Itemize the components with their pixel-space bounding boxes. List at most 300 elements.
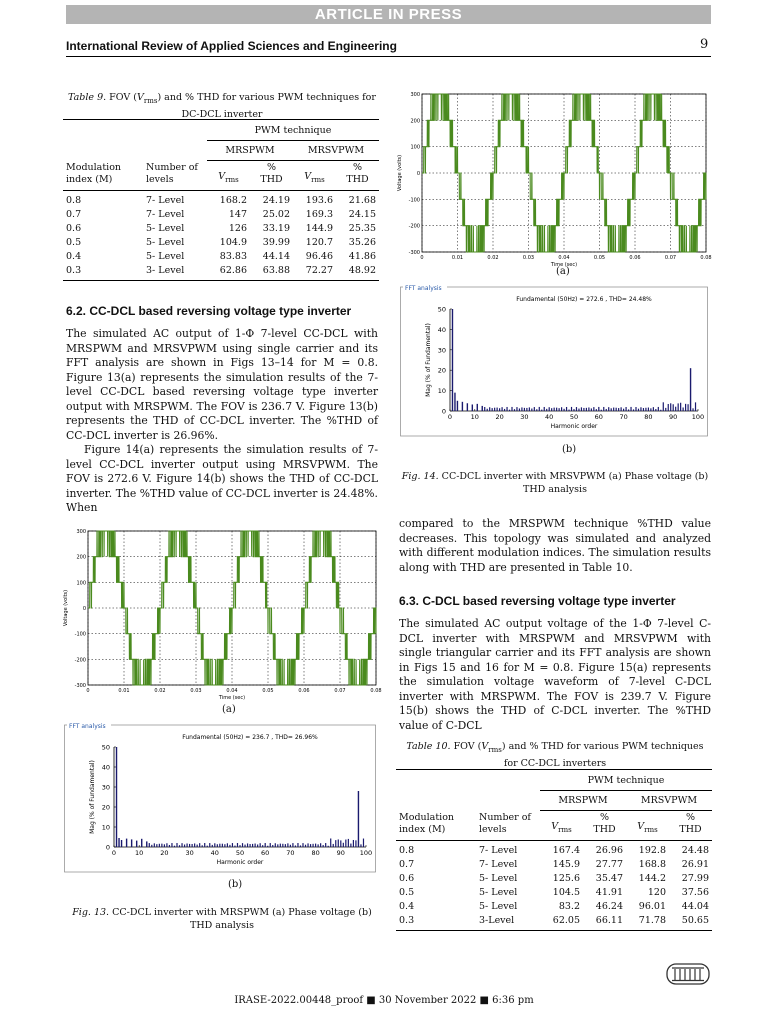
- table10-cell: 66.11: [583, 914, 626, 931]
- y-tick-label: 0: [416, 171, 420, 177]
- table9-caption: Table 9. FOV $(V_{rms})$ and % THD for various PWM techniques for DC-DCL inverter: [68, 92, 376, 120]
- harmonic-bar: [265, 843, 266, 847]
- harmonic-bar: [166, 843, 167, 847]
- table9-cell: 7- Level: [146, 209, 185, 220]
- table9-cell: 24.19: [262, 195, 290, 206]
- table9-cell: 48.92: [336, 264, 379, 281]
- x-tick-label: 0.05: [593, 255, 606, 261]
- x-tick-label: 0: [420, 255, 424, 261]
- table10-cell: 71.78: [626, 914, 669, 931]
- harmonic-bar: [645, 408, 646, 411]
- harmonic-bar: [658, 407, 659, 411]
- section-6-2-heading: 6.2. CC-DCL based reversing voltage type inverter: [66, 304, 352, 318]
- harmonic-bar: [239, 845, 240, 847]
- header-rule: [66, 56, 711, 57]
- table9-cell: 25.02: [262, 209, 290, 220]
- harmonic-bar: [643, 408, 644, 411]
- harmonic-bar: [492, 408, 493, 411]
- y-tick-label: 40: [101, 763, 110, 772]
- table-row: [63, 222, 379, 236]
- table10-group-header: PWM technique: [540, 770, 712, 791]
- harmonic-bar: [323, 845, 324, 847]
- harmonic-bar: [484, 407, 485, 411]
- harmonic-bar: [529, 407, 530, 411]
- harmonic-bar: [222, 844, 223, 847]
- y-tick-label: -200: [408, 223, 420, 230]
- harmonic-bar: [312, 844, 313, 847]
- table10-cell: 83.2: [558, 901, 580, 912]
- harmonic-bar: [628, 409, 629, 411]
- x-tick-label: 0: [86, 688, 90, 694]
- harmonic-bar: [197, 845, 198, 847]
- x-tick-label: 20: [495, 413, 504, 421]
- table9: [63, 119, 379, 281]
- harmonic-bar: [297, 843, 298, 847]
- x-tick-label: 70: [619, 413, 628, 421]
- harmonic-bar: [653, 407, 654, 411]
- table10-cell: 0.3: [396, 914, 476, 931]
- harmonic-bar: [665, 408, 666, 411]
- table9-cell: 96.46: [305, 251, 333, 262]
- harmonic-bar: [363, 839, 364, 847]
- harmonic-bar: [554, 408, 555, 411]
- harmonic-bar: [630, 407, 631, 411]
- harmonic-bar: [640, 407, 641, 411]
- y-tick-label: -300: [74, 683, 86, 689]
- fig13-caption: Fig. 13. CC-DCL inverter with MRSPWM (a) Phase voltage (b) THD analysis: [72, 907, 372, 931]
- harmonic-bar: [598, 407, 599, 411]
- harmonic-bar: [660, 410, 661, 411]
- table10-tech1: MRSPWM: [540, 791, 626, 811]
- x-tick-label: 0.04: [558, 255, 570, 261]
- fig14-caption: Fig. 14. CC-DCL inverter with MRSVPWM (a) Phase voltage (b) THD analysis: [401, 471, 709, 495]
- table9-cell: 35.26: [348, 237, 376, 248]
- table-row: [396, 886, 712, 900]
- harmonic-bar: [568, 410, 569, 411]
- table9-cell: 0.3: [63, 264, 143, 281]
- y-tick-label: 200: [410, 118, 420, 125]
- harmonic-bar: [189, 844, 190, 847]
- harmonic-bar: [608, 407, 609, 411]
- table10-col-thd-pct: %: [599, 812, 610, 823]
- right-col-continuation: compared to the MRSPWM technique %THD value decreases. This topology was simulated and analyzed with different modulation indices. The simulation results along with THD are presented in Table 10.: [399, 517, 711, 574]
- harmonic-bar: [232, 843, 233, 847]
- harmonic-bar: [561, 407, 562, 411]
- table9-cell: 3- Level: [143, 264, 207, 281]
- table10-blank: [476, 770, 540, 791]
- table10-cell: 26.96: [595, 845, 623, 856]
- table10-cell: 37.56: [681, 887, 709, 898]
- x-tick-label: 0.08: [370, 688, 382, 694]
- table10-cell: 3-Level: [476, 914, 540, 931]
- table9-cell: 44.14: [262, 251, 290, 262]
- x-tick-label: 10: [135, 849, 144, 857]
- harmonic-bar: [655, 409, 656, 411]
- table10-cell: 5- Level: [479, 873, 518, 884]
- table10-cell: 96.01: [638, 901, 666, 912]
- harmonic-bar: [591, 408, 592, 411]
- journal-title: International Review of Applied Sciences and Engineering: [66, 39, 397, 53]
- harmonic-bar: [156, 844, 157, 847]
- table10-cell: 62.05: [540, 914, 583, 931]
- harmonic-bar: [209, 843, 210, 847]
- harmonic-bar: [477, 404, 478, 411]
- table9-tech1: MRSPWM: [207, 141, 293, 161]
- table10-cell: 0.8: [399, 845, 415, 856]
- table10-col-thd-label: THD: [593, 824, 616, 835]
- table10-cell: 27.77: [595, 859, 623, 870]
- harmonic-bar: [618, 408, 619, 411]
- y-axis-label: Mag (% of Fundamental): [89, 760, 96, 834]
- harmonic-bar: [118, 838, 119, 847]
- harmonic-bar: [355, 840, 356, 847]
- harmonic-bar: [202, 845, 203, 847]
- fig13a-subcaption: (a): [222, 704, 236, 715]
- harmonic-bar: [526, 408, 527, 411]
- y-tick-label: 10: [101, 823, 110, 832]
- harmonic-bar: [541, 410, 542, 411]
- harmonic-bar: [588, 407, 589, 411]
- table9-cell: 169.3: [305, 209, 333, 220]
- x-axis-label: Time (sec): [218, 695, 246, 701]
- section-6-3-heading: 6.3. C-DCL based reversing voltage type inverter: [399, 594, 676, 608]
- harmonic-bar: [524, 408, 525, 411]
- chart-title: Fundamental (50Hz) = 272.6 , THD= 24.48%: [516, 296, 652, 303]
- fig14a-voltage-chart: [394, 90, 710, 270]
- y-tick-label: 40: [437, 325, 446, 334]
- table10-cell: 192.8: [638, 845, 666, 856]
- harmonic-bar: [687, 404, 688, 411]
- table10-col-mod: Modulation index (M): [396, 811, 476, 841]
- table10-cell: 5- Level: [479, 901, 518, 912]
- harmonic-bar: [179, 845, 180, 847]
- table9-cell: 21.68: [348, 195, 376, 206]
- x-tick-label: 0: [447, 413, 453, 421]
- akademiai-kiado-logo-icon: [666, 963, 710, 985]
- table10-cell: 0.6: [399, 873, 415, 884]
- table10-col-vrms: [626, 811, 669, 841]
- table9-blank: [63, 141, 143, 161]
- harmonic-bar: [267, 846, 268, 847]
- table9-col-vrms-sub: rms: [225, 176, 239, 184]
- harmonic-bar: [192, 844, 193, 847]
- y-tick-label: 0: [441, 407, 446, 416]
- x-tick-label: 90: [336, 849, 345, 857]
- harmonic-bar: [290, 845, 291, 847]
- harmonic-bar: [255, 844, 256, 847]
- table9-cell: 83.83: [219, 251, 247, 262]
- harmonic-bar: [581, 407, 582, 411]
- x-tick-label: 10: [470, 413, 479, 421]
- table9-cell: 39.99: [262, 237, 290, 248]
- harmonic-bar: [121, 840, 122, 847]
- table10-cell: 5- Level: [479, 887, 518, 898]
- harmonic-bar: [151, 845, 152, 847]
- harmonic-bar: [318, 844, 319, 847]
- y-tick-label: -100: [408, 197, 420, 204]
- fig13b-fft-chart: [64, 721, 376, 873]
- table9-col-vrms-var: V: [304, 171, 312, 183]
- harmonic-bar: [260, 843, 261, 847]
- harmonic-bar: [499, 408, 500, 411]
- table10-col-vrms-sub: rms: [558, 826, 572, 834]
- harmonic-bar: [616, 408, 617, 411]
- y-tick-label: 50: [437, 305, 446, 314]
- harmonic-bar: [214, 843, 215, 847]
- harmonic-bar: [360, 844, 361, 847]
- harmonic-bar: [650, 408, 651, 411]
- table9-blank: [143, 141, 207, 161]
- harmonic-bar: [683, 407, 684, 411]
- table-row: [63, 208, 379, 222]
- harmonic-bar: [544, 407, 545, 411]
- harmonic-bar: [668, 404, 669, 411]
- table-row: [396, 872, 712, 886]
- harmonic-bar: [141, 839, 142, 847]
- harmonic-bar: [566, 407, 567, 411]
- page-number: 9: [700, 37, 709, 52]
- harmonic-bar: [611, 408, 612, 411]
- table-row: [63, 250, 379, 264]
- table10-cell: 7- Level: [479, 859, 518, 870]
- table9-col-thd: [250, 161, 293, 191]
- harmonic-bar: [633, 409, 634, 411]
- fig13a-voltage-chart: [60, 527, 380, 703]
- harmonic-bar: [277, 844, 278, 847]
- table9-cell: 24.15: [348, 209, 376, 220]
- harmonic-bar: [578, 409, 579, 411]
- harmonic-bar: [516, 407, 517, 411]
- harmonic-bar: [563, 409, 564, 411]
- harmonic-bar: [596, 409, 597, 411]
- harmonic-bar: [586, 408, 587, 411]
- y-tick-label: 300: [76, 529, 86, 535]
- harmonic-bar: [482, 406, 483, 411]
- harmonic-bar: [648, 408, 649, 411]
- harmonic-bar: [673, 404, 674, 411]
- table10-cell: 24.48: [681, 845, 709, 856]
- y-axis-label: Mag (% of Fundamental): [425, 323, 432, 397]
- x-axis-label: Harmonic order: [550, 423, 598, 430]
- table10-tech-row: [396, 791, 712, 811]
- harmonic-bar: [161, 844, 162, 847]
- harmonic-bar: [638, 409, 639, 411]
- table9-cell: 168.2: [219, 195, 247, 206]
- table-row: [63, 264, 379, 281]
- harmonic-bar: [559, 408, 560, 411]
- harmonic-bar: [169, 845, 170, 847]
- table10-col-vrms: [540, 811, 583, 841]
- harmonic-bar: [353, 840, 354, 847]
- table10-col-levels: Number of levels: [476, 811, 540, 841]
- y-axis-label: Voltage (volts): [63, 589, 69, 627]
- harmonic-bar: [338, 839, 339, 847]
- table9-cell: 72.27: [293, 264, 336, 281]
- table10-cell: 0.7: [399, 859, 415, 870]
- table10-cell: 41.91: [595, 887, 623, 898]
- x-tick-label: 90: [669, 413, 678, 421]
- fig13b-subcaption: (b): [228, 879, 243, 890]
- harmonic-bar: [186, 843, 187, 847]
- table10-cell: 44.04: [681, 901, 709, 912]
- harmonic-bar: [695, 402, 696, 411]
- harmonic-bar: [149, 843, 150, 847]
- x-tick-label: 0.04: [226, 688, 238, 694]
- table10-cell: 168.8: [638, 859, 666, 870]
- table9-cell: 0.5: [66, 237, 82, 248]
- harmonic-bar: [670, 403, 671, 411]
- table9-col-thd: [336, 161, 379, 191]
- table10-group-row: [396, 770, 712, 791]
- harmonic-bar: [603, 407, 604, 411]
- harmonic-bar: [345, 840, 346, 847]
- table10-cell: 145.9: [552, 859, 580, 870]
- fig14b-subcaption: (b): [562, 444, 577, 455]
- table9-tech2: MRSVPWM: [293, 141, 379, 161]
- harmonic-bar: [536, 409, 537, 411]
- harmonic-bar: [262, 845, 263, 847]
- harmonic-bar: [497, 408, 498, 411]
- y-tick-label: 30: [101, 783, 110, 792]
- harmonic-bar: [551, 408, 552, 411]
- y-tick-label: -100: [74, 631, 86, 638]
- harmonic-bar: [690, 368, 691, 411]
- x-tick-label: 20: [160, 849, 169, 857]
- harmonic-bar: [116, 747, 117, 847]
- x-tick-label: 80: [311, 849, 320, 857]
- table10-cell: 35.47: [595, 873, 623, 884]
- harmonic-bar: [131, 839, 132, 847]
- harmonic-bar: [136, 841, 137, 847]
- table10-tech2: MRSVPWM: [626, 791, 712, 811]
- harmonic-bar: [350, 844, 351, 847]
- harmonic-bar: [217, 844, 218, 847]
- table9-cell: 0.8: [66, 195, 82, 206]
- harmonic-bar: [613, 408, 614, 411]
- x-tick-label: 0.06: [298, 688, 310, 694]
- table10-cell: 0.5: [399, 887, 415, 898]
- table10-col-thd: [583, 811, 626, 841]
- y-tick-label: 300: [410, 92, 420, 98]
- x-tick-label: 40: [545, 413, 554, 421]
- table9-blank: [63, 120, 143, 141]
- harmonic-bar: [244, 845, 245, 847]
- table-row: [396, 914, 712, 931]
- y-tick-label: 30: [437, 346, 446, 355]
- harmonic-bar: [340, 840, 341, 847]
- harmonic-bar: [237, 843, 238, 847]
- y-tick-label: 100: [76, 580, 86, 587]
- harmonic-bar: [506, 407, 507, 411]
- table9-col-vrms: [293, 161, 336, 191]
- harmonic-bar: [310, 844, 311, 847]
- x-tick-label: 40: [210, 849, 219, 857]
- harmonic-bar: [302, 843, 303, 847]
- harmonic-bar: [472, 404, 473, 411]
- table9-col-thd-pct: %: [266, 162, 277, 173]
- table9-cell: 0.4: [66, 251, 82, 262]
- harmonic-bar: [514, 409, 515, 411]
- table9-cell: 0.7: [66, 209, 82, 220]
- table9-cell: 7- Level: [146, 195, 185, 206]
- table10-col-vrms-var: V: [637, 821, 645, 833]
- harmonic-bar: [242, 843, 243, 847]
- harmonic-bar: [171, 843, 172, 847]
- harmonic-bar: [300, 845, 301, 847]
- table9-col-thd-label: THD: [260, 174, 283, 185]
- harmonic-bar: [521, 407, 522, 411]
- table10-cell: 144.2: [638, 873, 666, 884]
- harmonic-bar: [159, 844, 160, 847]
- harmonic-bar: [625, 407, 626, 411]
- y-tick-label: -300: [408, 250, 420, 256]
- harmonic-bar: [462, 402, 463, 411]
- harmonic-bar: [358, 791, 359, 847]
- y-tick-label: 20: [101, 803, 110, 812]
- harmonic-bar: [511, 407, 512, 411]
- fft-panel-label: FFT analysis: [405, 285, 442, 292]
- table10-cell: 0.4: [399, 901, 415, 912]
- x-tick-label: 0.01: [118, 688, 130, 694]
- table9-col-vrms-sub: rms: [311, 176, 325, 184]
- table-row: [396, 841, 712, 859]
- table9-cell: 5- Level: [146, 251, 185, 262]
- harmonic-bar: [212, 845, 213, 847]
- table10-cell: 104.5: [552, 887, 580, 898]
- x-tick-label: 100: [691, 413, 705, 421]
- harmonic-bar: [531, 409, 532, 411]
- table9-cell: 104.9: [219, 237, 247, 248]
- x-tick-label: 0.07: [664, 255, 677, 261]
- harmonic-bar: [272, 845, 273, 847]
- harmonic-bar: [457, 401, 458, 411]
- harmonic-bar: [174, 846, 175, 847]
- y-tick-label: 10: [437, 387, 446, 396]
- harmonic-bar: [320, 843, 321, 847]
- harmonic-bar: [501, 407, 502, 411]
- harmonic-bar: [315, 844, 316, 847]
- x-axis-label: Harmonic order: [216, 859, 264, 866]
- table10-cell: 50.65: [669, 914, 712, 931]
- table10-cell: 167.4: [552, 845, 580, 856]
- harmonic-bar: [335, 840, 336, 847]
- table10-blank: [396, 770, 476, 791]
- x-tick-label: 100: [359, 849, 373, 857]
- table9-col-thd-label: THD: [346, 174, 369, 185]
- harmonic-bar: [295, 845, 296, 847]
- table10-col-thd-label: THD: [679, 824, 702, 835]
- x-tick-label: 0.02: [154, 688, 166, 694]
- fig14b-fft-chart: [400, 283, 708, 437]
- harmonic-bar: [685, 404, 686, 411]
- harmonic-bar: [184, 845, 185, 847]
- harmonic-bar: [333, 844, 334, 847]
- table9-cell: 193.6: [305, 195, 333, 206]
- harmonic-bar: [287, 843, 288, 847]
- table9-cell: 63.88: [250, 264, 293, 281]
- harmonic-bar: [252, 844, 253, 847]
- y-tick-label: 0: [105, 843, 110, 852]
- harmonic-bar: [452, 309, 453, 411]
- harmonic-bar: [348, 839, 349, 847]
- table9-group-row: [63, 120, 379, 141]
- harmonic-bar: [573, 409, 574, 411]
- table10: [396, 769, 712, 931]
- table10-col-thd: [669, 811, 712, 841]
- x-tick-label: 80: [644, 413, 653, 421]
- harmonic-bar: [539, 407, 540, 411]
- x-tick-label: 0: [111, 849, 117, 857]
